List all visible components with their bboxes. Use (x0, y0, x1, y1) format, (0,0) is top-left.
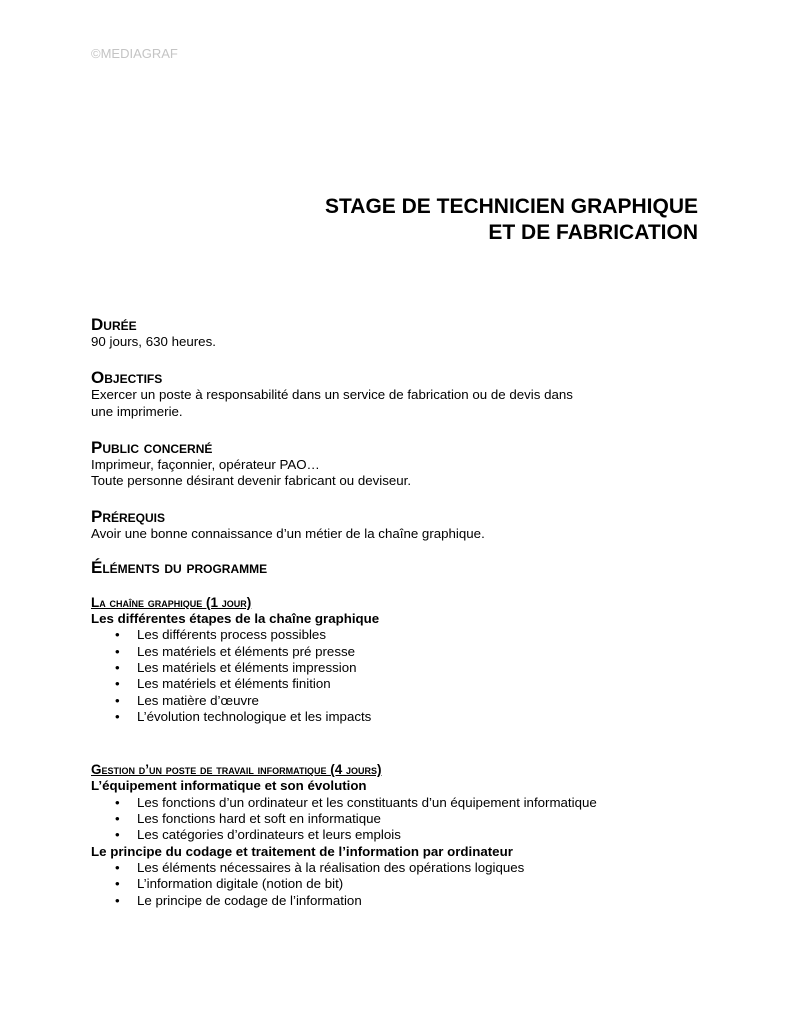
document-body (91, 316, 711, 909)
section-heading-programme: Éléments du programme (91, 557, 268, 577)
list-item: • Les fonctions d’un ordinateur et les constituants d’un équipement informatique (115, 794, 597, 810)
bullet-icon: • (115, 643, 120, 659)
bullet-icon: • (115, 876, 120, 892)
list-item: • Les matière d’œuvre (115, 692, 259, 708)
list-item: • Les matériels et éléments pré presse (115, 643, 356, 659)
list-item: • Les catégories d’ordinateurs et leurs emplois (115, 827, 401, 843)
document-title (325, 194, 698, 246)
list-item: • Les éléments nécessaires à la réalisation des opérations logiques (115, 859, 525, 875)
bullet-icon: • (115, 708, 120, 724)
prerequis-text: Avoir une bonne connaissance d’un métier de la chaîne graphique. (91, 526, 485, 542)
bullet-icon: • (115, 659, 120, 675)
bullet-icon: • (115, 627, 120, 643)
section-prerequis (91, 508, 711, 542)
list-item: • L’information digitale (notion de bit) (115, 876, 344, 892)
bullet-icon: • (115, 827, 120, 843)
bullet-icon: • (115, 859, 120, 875)
section-heading-public: Public concerné (91, 437, 213, 457)
module-1-subtitle: Les différentes étapes de la chaîne graphique (91, 611, 380, 627)
list-item: • Les fonctions hard et soft en informatique (115, 811, 381, 827)
module-2-list-1 (91, 795, 711, 844)
module-2-subtitle-2: Le principe du codage et traitement de l’information par ordinateur (91, 843, 513, 859)
section-heading-prerequis: Prérequis (91, 507, 166, 527)
module-1-heading: La chaîne graphique (1 jour) (91, 594, 252, 610)
section-duree (91, 316, 711, 350)
section-heading-duree: Durée (91, 315, 137, 334)
objectifs-line-1: Exercer un poste à responsabilité dans un service de fabrication ou de devis dans (91, 387, 573, 403)
list-item: • Le principe de codage de l’information (115, 892, 362, 908)
title-line-1: STAGE DE TECHNICIEN GRAPHIQUE (325, 195, 698, 218)
title-line-2: ET DE FABRICATION (488, 221, 698, 244)
duree-text: 90 jours, 630 heures. (91, 334, 216, 349)
module-2-list-2 (91, 860, 711, 909)
objectifs-line-2: une imprimerie. (91, 403, 183, 419)
list-item: • Les différents process possibles (115, 627, 326, 643)
section-objectifs (91, 369, 711, 420)
module-2-subtitle-1: L’équipement informatique et son évolution (91, 778, 367, 794)
section-heading-objectifs: Objectifs (91, 368, 163, 388)
public-line-2: Toute personne désirant devenir fabricant ou deviseur. (91, 473, 412, 489)
bullet-icon: • (115, 794, 120, 810)
bullet-icon: • (115, 692, 120, 708)
section-public (91, 439, 711, 490)
bullet-icon: • (115, 811, 120, 827)
list-item: • L’évolution technologique et les impacts (115, 708, 372, 724)
bullet-icon: • (115, 676, 120, 692)
list-item: • Les matériels et éléments finition (115, 676, 331, 692)
module-2-heading: Gestion d’un poste de travail informatique (4 jours) (91, 762, 382, 778)
module-poste-informatique (91, 762, 711, 909)
watermark: ©MEDIAGRAF (91, 46, 178, 61)
bullet-icon: • (115, 892, 120, 908)
list-item: • Les matériels et éléments impression (115, 659, 357, 675)
public-line-1: Imprimeur, façonnier, opérateur PAO… (91, 456, 320, 472)
module-1-list (91, 627, 711, 725)
module-chaine-graphique (91, 595, 711, 725)
